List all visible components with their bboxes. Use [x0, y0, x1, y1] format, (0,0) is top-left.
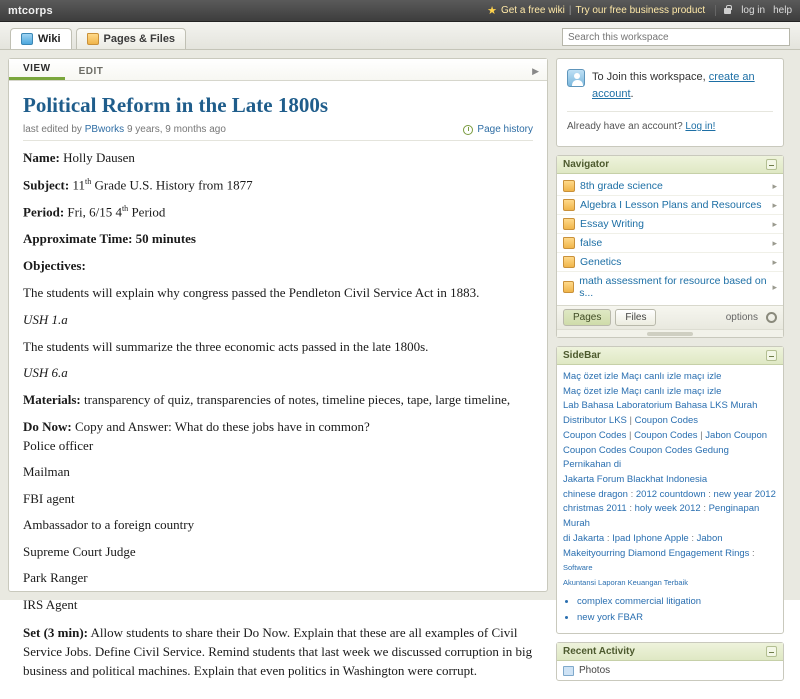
join-workspace-content: [557, 59, 783, 146]
sidebar-link[interactable]: Jabon: [705, 429, 732, 441]
minimize-icon[interactable]: [766, 646, 777, 657]
do-now-label: Do Now:: [23, 419, 72, 435]
period-superscript: th: [121, 204, 129, 214]
subject-value-pre: 11: [72, 177, 85, 193]
objective-1-code: USH 1.a: [23, 311, 68, 327]
sidebar-link[interactable]: complex commercial litigation: [577, 595, 702, 607]
tab-wiki[interactable]: [10, 28, 72, 49]
set-label: Set (3 min):: [23, 625, 88, 641]
byline-prefix: last edited by: [23, 124, 82, 135]
join-suffix: .: [630, 87, 634, 100]
folder-icon: [87, 33, 99, 45]
expand-toolbar-icon[interactable]: ▶: [532, 66, 539, 76]
nav-item-label: Genetics: [580, 256, 622, 268]
files-button[interactable]: Files: [615, 309, 656, 326]
materials-label: Materials:: [23, 392, 81, 408]
link-line: Makeityourring Diamond Engagement Rings : Software: [563, 547, 755, 573]
chevron-right-icon: ▸: [772, 237, 777, 248]
do-now-value: Copy and Answer: What do these jobs have in common?: [75, 419, 370, 435]
get-free-wiki-link[interactable]: Get a free wiki: [500, 5, 565, 16]
article-body: [23, 149, 533, 681]
sidebar-link[interactable]: Software: [563, 563, 593, 573]
folder-icon: [563, 256, 575, 268]
link-line: [563, 385, 777, 400]
view-edit-tabs: [9, 59, 547, 81]
clock-icon: [463, 125, 473, 135]
field-do-now: [23, 418, 533, 437]
already-account-text: Already have an account?: [567, 121, 683, 132]
recent-activity-title: Recent Activity: [563, 646, 635, 658]
name-value: Holly Dausen: [63, 150, 135, 165]
log-in-link[interactable]: log in: [741, 5, 766, 16]
sidebar-link[interactable]: Maçı canlı izle: [621, 385, 682, 397]
job-item: Supreme Court Judge: [23, 543, 136, 559]
sidebar-link[interactable]: Ipad Iphone Apple: [612, 532, 689, 544]
sidebar-link[interactable]: Akuntansi Laporan Keuangan Terbaik: [563, 578, 688, 588]
sidebar-bullet: [577, 595, 777, 610]
approx-time-value: 50 minutes: [135, 231, 196, 247]
sidebar-link[interactable]: Maç özet izle: [563, 371, 619, 382]
sidebar-header: [557, 347, 783, 365]
page-body: [0, 50, 800, 678]
link-line: [563, 576, 777, 591]
sidebar-link[interactable]: maçı izle: [683, 371, 722, 382]
link-line: Distributor LKS | Coupon Codes: [563, 415, 699, 427]
byline-author-link[interactable]: PBworks: [84, 124, 125, 135]
sidebar-link[interactable]: Laboratorium Bahasa: [616, 400, 708, 412]
sidebar-link[interactable]: Coupon Codes: [634, 415, 699, 427]
workspace-name: mtcorps: [8, 4, 53, 17]
search-input[interactable]: [562, 28, 790, 46]
recent-activity-item-label: Photos: [579, 665, 611, 677]
byline-time: 9 years, 9 months ago: [126, 124, 226, 135]
chevron-right-icon: ▸: [772, 199, 777, 210]
sidebar-link[interactable]: Coupon Codes: [634, 429, 698, 441]
navigator-header: [557, 156, 783, 174]
horizontal-scrollbar[interactable]: [557, 329, 783, 337]
nav-item-1[interactable]: [557, 196, 783, 215]
nav-item-label: math assessment for resource based on s...: [579, 275, 767, 299]
subject-label: Subject:: [23, 177, 70, 193]
field-approx-time: [23, 230, 533, 249]
sidebar-links-box: [556, 346, 784, 634]
pages-button[interactable]: Pages: [563, 309, 611, 326]
sidebar-link[interactable]: Penginapan Murah: [563, 503, 760, 530]
period-value-pre: Fri, 6/15 4: [67, 204, 122, 220]
sidebar-link[interactable]: Jabon: [696, 532, 723, 544]
join-prefix: To Join this workspace,: [592, 71, 706, 83]
global-top-bar: [0, 0, 800, 22]
page-title: Political Reform in the Late 1800s: [23, 93, 329, 117]
article: [9, 81, 547, 699]
link-line: [563, 399, 777, 414]
minimize-icon[interactable]: [766, 350, 777, 361]
create-account-link[interactable]: create an account: [592, 71, 755, 100]
job-item: Ambassador to a foreign country: [23, 517, 195, 533]
main-content-panel: [8, 58, 548, 678]
link-line: [563, 473, 777, 488]
gear-icon[interactable]: [766, 312, 777, 323]
subject-superscript: th: [85, 176, 92, 186]
navigator-title: Navigator: [563, 159, 610, 170]
minimize-icon[interactable]: [766, 159, 777, 170]
folder-icon: [563, 237, 575, 249]
nav-item-5[interactable]: [557, 272, 783, 302]
join-text: [592, 69, 773, 102]
sidebar-link[interactable]: Maç özet izle: [563, 385, 619, 397]
chevron-right-icon: ▸: [772, 180, 777, 191]
link-line: Coupon Codes | Coupon Codes | Jabon Coupon: [563, 429, 768, 441]
byline: [23, 124, 533, 141]
sidebar-link[interactable]: maçı izle: [683, 385, 722, 397]
sidebar-link[interactable]: Coupon Codes: [563, 429, 627, 441]
nav-item-label: Essay Writing: [580, 218, 644, 230]
link-line: chinese dragon : 2012 countdown : new year 2012: [563, 488, 776, 500]
materials-value: transparency of quiz, transparencies of notes, timeline pieces, tape, large timeline,: [84, 392, 511, 408]
business-product-link[interactable]: Try our free business product: [575, 5, 706, 16]
link-line: christmas 2011 : holy week 2012 : Penginapan Murah: [563, 503, 760, 530]
name-label: Name:: [23, 150, 60, 165]
link-line: [563, 444, 777, 473]
page-history-link[interactable]: Page history: [477, 124, 533, 135]
wiki-icon: [21, 33, 33, 45]
sidebar-link[interactable]: Jakarta: [563, 474, 595, 486]
user-icon: [567, 69, 585, 87]
nav-item-4[interactable]: [557, 253, 783, 272]
sidebar-link[interactable]: christmas 2011: [563, 503, 627, 515]
set-value: Allow students to share their Do Now. Explain that these are all examples of Civil Service Jobs. Define Civil Service. Remind students that last week we discussed corruption in big business and political machines. Explain that even politics in Washington were corrupt.: [23, 625, 533, 678]
sidebar-link[interactable]: chinese dragon: [563, 488, 628, 500]
recent-activity-item[interactable]: [557, 661, 783, 680]
period-value-post: Period: [128, 204, 166, 220]
help-link[interactable]: help: [773, 5, 792, 16]
sidebar-link[interactable]: Distributor LKS: [563, 415, 627, 427]
nav-item-2[interactable]: [557, 215, 783, 234]
nav-item-label: 8th grade science: [580, 180, 663, 192]
search-area: [562, 28, 790, 49]
tab-edit[interactable]: EDIT: [78, 66, 104, 77]
field-subject: [23, 176, 533, 195]
folder-icon: [563, 281, 574, 293]
sidebar-link[interactable]: Lab Bahasa: [563, 400, 614, 412]
auth-links: [715, 5, 792, 16]
job-item: Mailman: [23, 464, 70, 480]
sidebar-link[interactable]: 2012 countdown: [635, 488, 706, 500]
sidebar-link[interactable]: holy week 2012: [634, 503, 701, 515]
promo-separator: |: [568, 5, 572, 16]
nav-item-0[interactable]: [557, 177, 783, 196]
approx-time-label: Approximate Time:: [23, 231, 133, 247]
chevron-right-icon: ▸: [772, 256, 777, 267]
job-item: Park Ranger: [23, 570, 88, 586]
sidebar-link[interactable]: new york FBAR: [577, 611, 643, 623]
sidebar-title: SideBar: [563, 350, 601, 361]
objective-1: The students will explain why congress passed the Pendleton Civil Service Act in 1883.: [23, 284, 480, 300]
sidebar-bullet: [577, 611, 777, 626]
sidebar-link[interactable]: Coupon Codes: [563, 444, 627, 456]
navigator-footer: [557, 305, 783, 329]
field-materials: [23, 391, 533, 410]
top-bar-right: [487, 4, 792, 17]
recent-activity-box: [556, 642, 784, 681]
folder-icon: [563, 218, 575, 230]
join-workspace-box: [556, 58, 784, 147]
tab-pages-files-label: Pages & Files: [103, 33, 176, 45]
workspace-tab-bar: [0, 22, 800, 50]
sidebar-bullet-list: [577, 595, 777, 625]
sidebar-link[interactable]: Maçı canlı izle: [621, 371, 682, 382]
tab-wiki-label: Wiki: [38, 33, 61, 45]
sidebar-link[interactable]: new year 2012: [713, 488, 776, 500]
options-label[interactable]: options: [725, 312, 758, 323]
objectives-label: Objectives:: [23, 258, 86, 274]
lock-icon: [724, 8, 731, 14]
sidebar-link[interactable]: LKS Murah: [709, 400, 758, 412]
sidebar-link[interactable]: Coupon Codes: [629, 444, 693, 456]
folder-icon: [563, 180, 575, 192]
job-item: FBI agent: [23, 490, 75, 506]
tab-pages-files[interactable]: [76, 28, 187, 49]
objective-2: The students will summarize the three economic acts passed in the late 1800s.: [23, 338, 429, 354]
sidebar-link[interactable]: Coupon: [733, 429, 768, 441]
subject-value-post: Grade U.S. History from 1877: [91, 177, 253, 193]
link-line: di Jakarta : Ipad Iphone Apple : Jabon: [563, 532, 723, 544]
sidebar-link[interactable]: Gedung Pernikahan di: [563, 444, 729, 471]
photo-icon: [563, 666, 574, 676]
star-icon: ★: [487, 5, 497, 17]
navigator-list: [557, 174, 783, 305]
period-label: Period:: [23, 204, 65, 220]
field-name: [23, 149, 533, 168]
job-item: Police officer: [23, 437, 94, 453]
login-link[interactable]: Log in!: [685, 121, 716, 132]
folder-icon: [563, 199, 575, 211]
sidebar-link[interactable]: di Jakarta: [563, 532, 605, 544]
chevron-right-icon: ▸: [772, 281, 777, 292]
sidebar-links: [557, 365, 783, 633]
sidebar-link[interactable]: Makeityourring Diamond Engagement Rings: [563, 547, 750, 559]
join-row: [567, 69, 773, 102]
already-account-row: [567, 111, 773, 134]
field-period: [23, 203, 533, 222]
nav-item-3[interactable]: [557, 234, 783, 253]
sidebar-link[interactable]: Forum Blackhat Indonesia: [596, 474, 708, 486]
nav-item-label: false: [580, 237, 603, 249]
objectives-heading: [23, 257, 533, 276]
navigator-box: [556, 155, 784, 338]
objective-2-code: USH 6.a: [23, 365, 68, 381]
sidebar: [556, 58, 784, 677]
link-line: [563, 370, 777, 385]
job-item: IRS Agent: [23, 596, 78, 612]
recent-activity-header: [557, 643, 783, 661]
nav-item-label: Algebra I Lesson Plans and Resources: [580, 199, 762, 211]
promo-area: [487, 4, 705, 17]
page-history[interactable]: [463, 124, 533, 135]
field-set: [23, 624, 533, 681]
tab-view[interactable]: VIEW: [9, 60, 65, 80]
chevron-right-icon: ▸: [772, 218, 777, 229]
